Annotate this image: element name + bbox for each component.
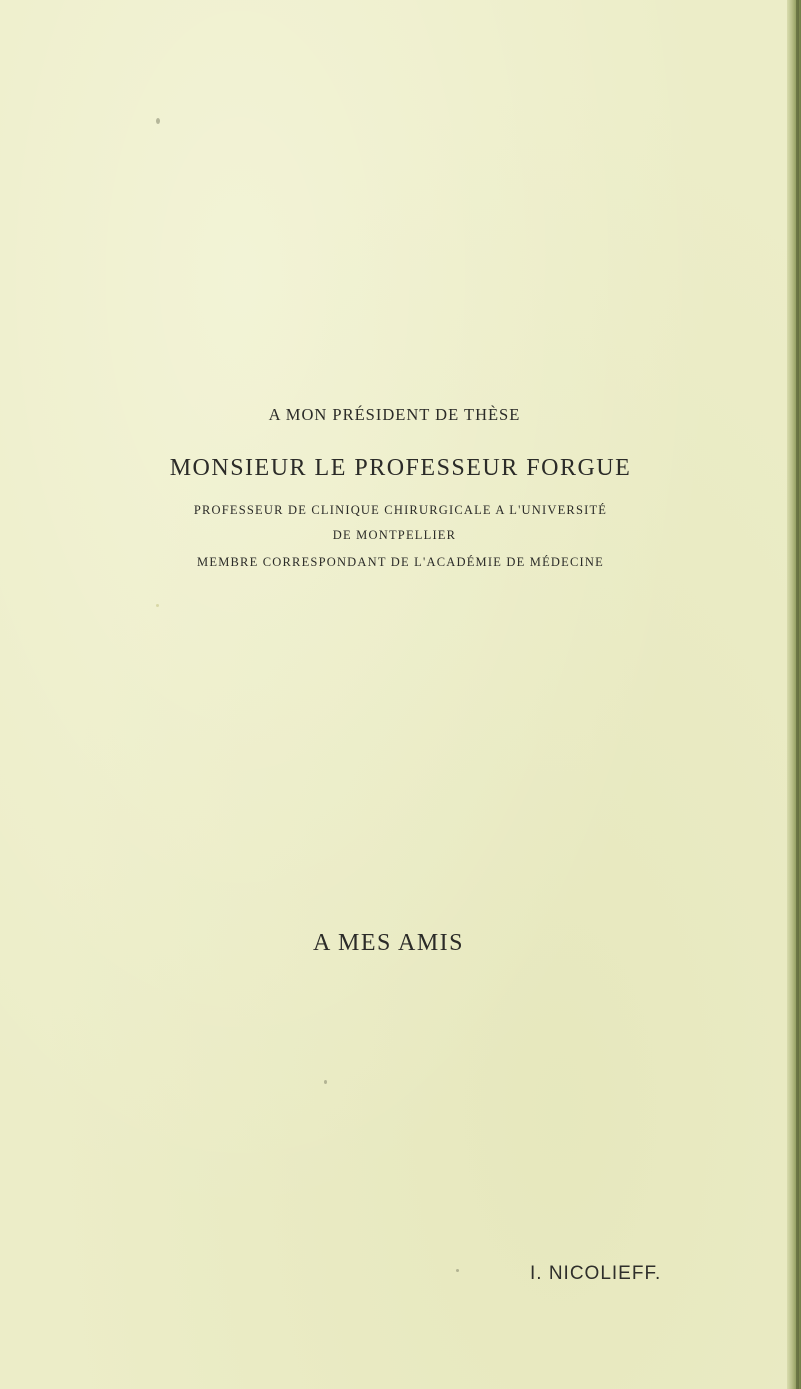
- dedicatee-title-line: DE MONTPELLIER: [332, 528, 457, 542]
- page-edge-line: [796, 0, 799, 1389]
- dedicatee-title-line: MEMBRE CORRESPONDANT DE L'ACADÉMIE DE MÉDECINE: [197, 555, 604, 569]
- dedicatee-title-line: PROFESSEUR DE CLINIQUE CHIRURGICALE A L'UNIVERSITÉ: [193, 503, 608, 517]
- paper-speck: [156, 604, 159, 607]
- paper-speck: [456, 1269, 459, 1272]
- dedicatee-name: MONSIEUR LE PROFESSEUR FORGUE: [169, 455, 632, 481]
- paper-speck: [324, 1080, 327, 1084]
- dedication-heading: A MON PRÉSIDENT DE THÈSE: [268, 405, 521, 424]
- paper-speck: [156, 118, 160, 124]
- author-signature: I. NICOLIEFF.: [530, 1263, 662, 1284]
- friends-dedication: A MES AMIS: [312, 930, 465, 956]
